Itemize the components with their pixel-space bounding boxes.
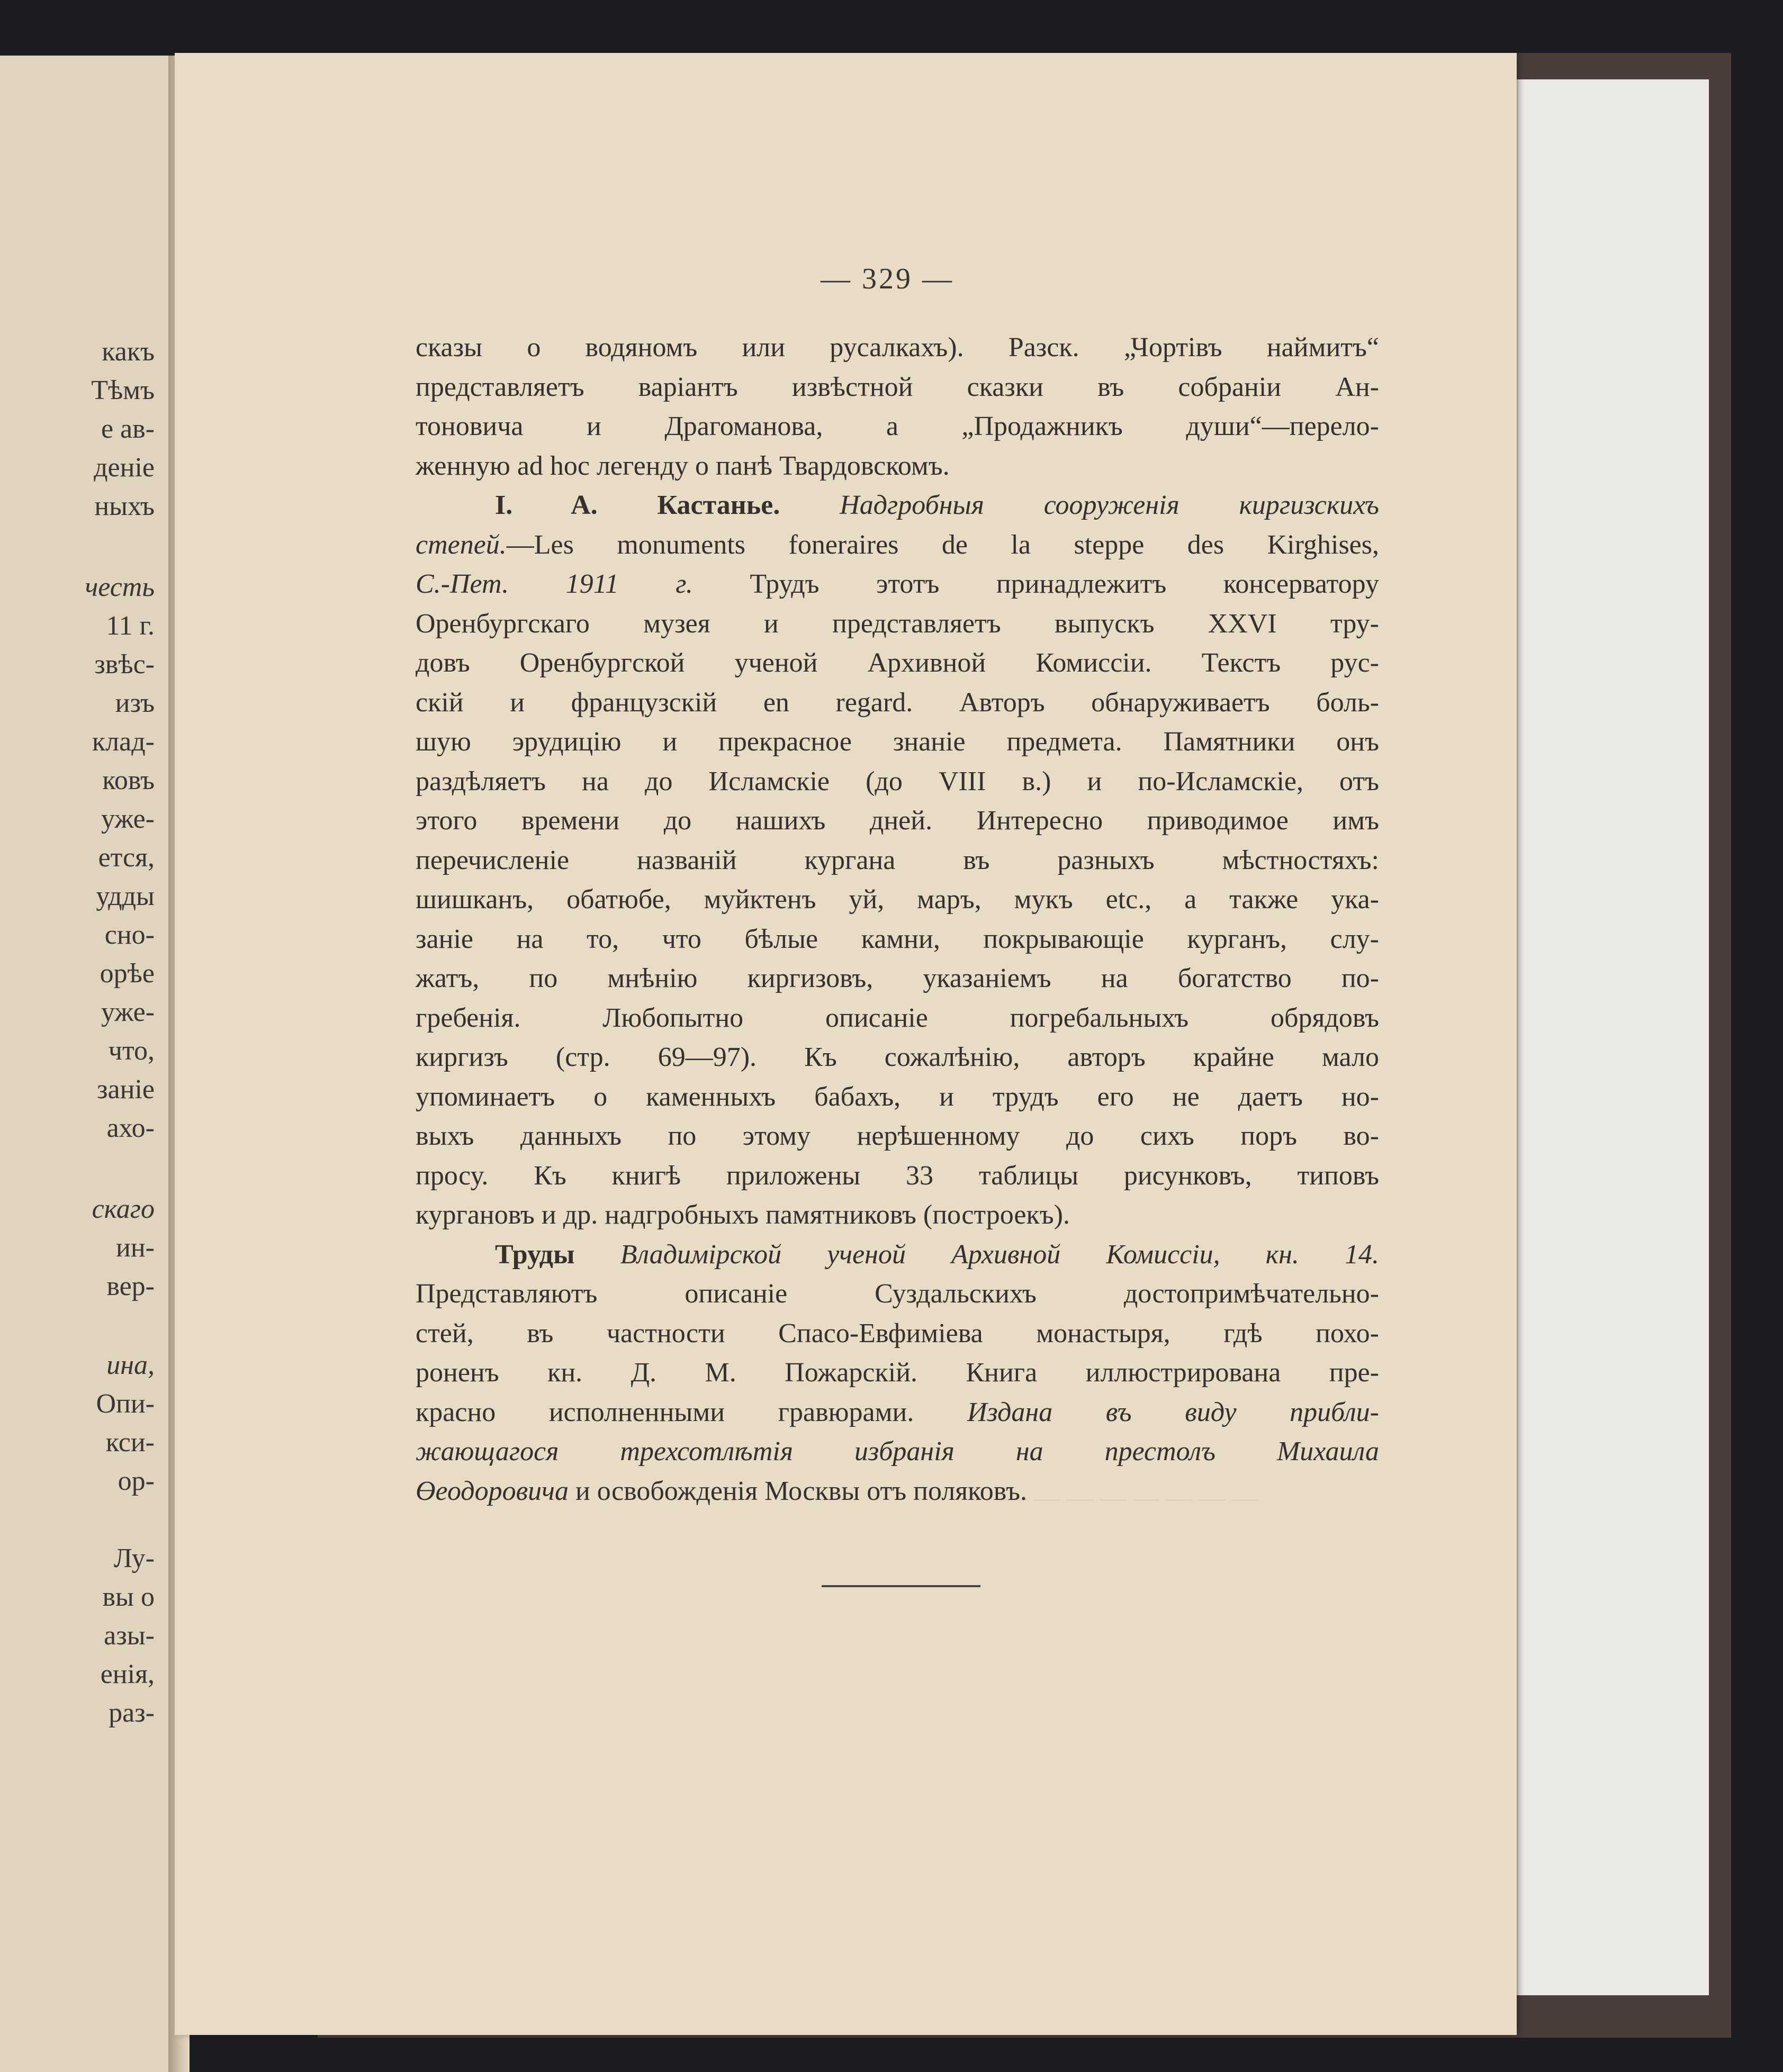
text-line: перечисленіе названій кургана въ разныхъ мѣстностяхъ: [416, 845, 1379, 875]
left-page-line: Лу- [113, 1543, 155, 1573]
text-span: красно исполненными гравюрами. [416, 1397, 914, 1427]
text-line: сказы о водяномъ или русалкахъ). Разск. „Чортівъ наймитъ“ [416, 332, 1379, 363]
left-page-line: кси- [105, 1427, 155, 1458]
entry-author: I. A. Кастанье. [495, 490, 780, 520]
page-329 [175, 53, 1517, 2035]
left-page-line: что, [108, 1036, 155, 1066]
text-line: этого времени до нашихъ дней. Интересно приводимое имъ [416, 806, 1379, 836]
text-line: роненъ кн. Д. М. Пожарскій. Книга иллюстрирована пре- [416, 1358, 1379, 1388]
left-page-line: деніе [94, 453, 155, 483]
text-line: упоминаетъ о каменныхъ бабахъ, и трудъ его не даетъ но- [416, 1081, 1379, 1112]
text-line: довъ Оренбургской ученой Архивной Комиссіи. Текстъ рус- [416, 648, 1379, 678]
title-continuation: степей. [416, 529, 507, 560]
text-line: скій и французскій en regard. Авторъ обнаруживаетъ боль- [416, 687, 1379, 718]
body-text [416, 328, 1379, 1511]
left-page-line: ор- [118, 1466, 155, 1496]
left-page-line: е ав- [101, 414, 155, 444]
italic-span: Издана въ виду прибли- [967, 1397, 1379, 1427]
left-page-line: ныхъ [94, 491, 155, 521]
left-page-line: ина, [106, 1350, 155, 1380]
text-line: стей, въ частности Спасо-Евфиміева монастыря, гдѣ похо- [416, 1318, 1379, 1349]
text-span: Трудъ этотъ принадлежитъ консерватору [692, 569, 1379, 599]
left-page-line: удды [96, 881, 155, 911]
left-page-line: орѣе [100, 958, 155, 989]
text-line [416, 526, 1379, 565]
left-page-line: звѣс- [94, 649, 155, 680]
page-number: — 329 — [821, 263, 954, 295]
text-span: и освобожденія Москвы отъ поляковъ. [568, 1476, 1027, 1506]
text-line [416, 1393, 1379, 1433]
publication-place-year: С.-Пет. 1911 г. [416, 569, 693, 599]
left-page-line: изъ [115, 688, 155, 718]
left-page-line: ахо- [106, 1113, 155, 1143]
left-page-line: азы- [104, 1621, 155, 1651]
text-line [416, 565, 1379, 604]
left-page-line: ин- [116, 1233, 155, 1263]
white-backing-sheet [1514, 79, 1709, 1995]
left-page-edge [0, 56, 175, 2072]
text-line: жающагося трехсотлѣтія избранія на престолъ Михаила [416, 1436, 1379, 1467]
text-line: шишканъ, обатюбе, муйктенъ уй, маръ, мукъ etc., а также ука- [416, 884, 1379, 915]
left-page-line: клад- [92, 727, 155, 757]
section-divider-rule [822, 1585, 980, 1587]
text-line: представляетъ варіантъ извѣстной сказки въ собраніи Ан- [416, 372, 1379, 402]
text-line: просу. Къ книгѣ приложены 33 таблицы рисунковъ, типовъ [416, 1160, 1379, 1191]
text-line: жатъ, по мнѣнію киргизовъ, указаніемъ на богатство по- [416, 963, 1379, 993]
text-line: заніе на то, что бѣлые камни, покрывающіе курганъ, слу- [416, 924, 1379, 954]
left-page-line: скаго [92, 1194, 155, 1224]
left-page-line: ется, [98, 843, 155, 873]
text-line: выхъ данныхъ по этому нерѣшенному до сихъ поръ во- [416, 1121, 1379, 1151]
text-line: раздѣляетъ на до Исламскіе (до VIII в.) и по-Исламскіе, отъ [416, 766, 1379, 797]
text-line: шую эрудицію и прекрасное знаніе предмета. Памятники онъ [416, 727, 1379, 757]
left-page-line: Опи- [96, 1389, 155, 1419]
text-line: Оренбургскаго музея и представляетъ выпускъ XXVI тру- [416, 608, 1379, 639]
left-page-line: вы о [102, 1582, 155, 1612]
text-line: кургановъ и др. надгробныхъ памятниковъ (построекъ). [416, 1200, 1070, 1230]
italic-span: Өеодоровича [416, 1476, 569, 1506]
left-page-line: сно- [104, 920, 155, 950]
left-page-line: раз- [109, 1698, 155, 1728]
entry-vladimir-heading [416, 1235, 1379, 1275]
text-line: киргизъ (стр. 69—97). Къ сожалѣнію, авторъ крайне мало [416, 1042, 1379, 1072]
left-page-line: енія, [100, 1659, 155, 1689]
entry-title: Надгробныя сооруженія киргизскихъ [840, 490, 1379, 520]
text-line: Представляютъ описаніе Суздальскихъ достопримѣчательно- [416, 1279, 1379, 1309]
left-page-line: заніе [97, 1074, 155, 1105]
left-page-line: ковъ [102, 765, 155, 795]
left-page-line: Тѣмъ [91, 375, 155, 405]
left-page-line: уже- [101, 804, 155, 834]
left-page-line: какъ [102, 337, 155, 367]
entry-lead: Труды [495, 1239, 575, 1270]
left-page-line: уже- [101, 997, 155, 1027]
text-line: гребенія. Любопытно описаніе погребальныхъ обрядовъ [416, 1002, 1379, 1033]
text-line [416, 1472, 1379, 1512]
french-title: —Les monuments foneraires de la steppe des Kirghises, [506, 529, 1379, 560]
left-page-line: честь [85, 572, 155, 602]
left-page-line: 11 г. [106, 611, 155, 641]
text-line: женную ad hoc легенду о панѣ Твардовскомъ. [416, 450, 950, 481]
bleed-through-text: — — — — — — — — [1001, 1482, 1259, 1512]
entry-castagne-heading [416, 486, 1379, 526]
left-page-line: вер- [106, 1271, 155, 1301]
text-line: тоновича и Драгоманова, а „Продажникъ души“—перело- [416, 411, 1379, 441]
entry-title: Владимірской ученой Архивной Комиссіи, кн. 14. [620, 1239, 1379, 1270]
